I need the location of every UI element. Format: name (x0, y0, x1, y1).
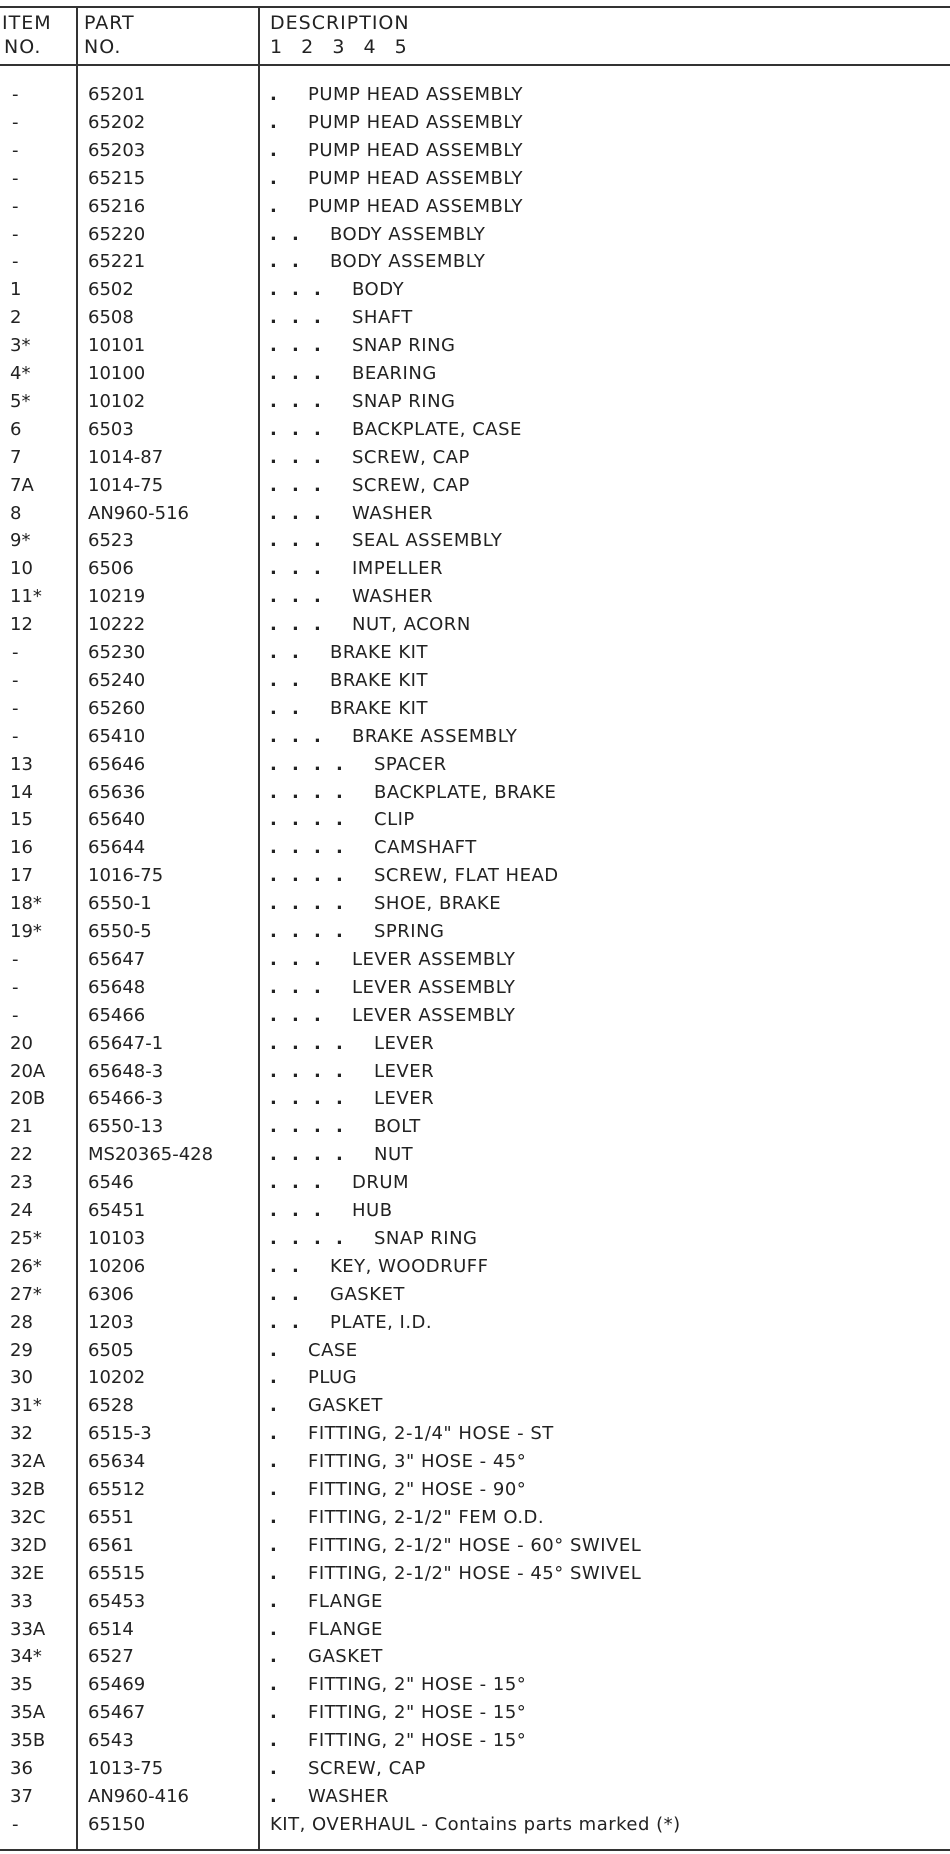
row-description: FITTING, 2" HOSE - 90° (308, 1479, 527, 1500)
row-description: FITTING, 3" HOSE - 45° (308, 1451, 527, 1473)
row-indent-dots: . . . . (270, 1060, 343, 1082)
row-item-no: 32D (10, 1534, 47, 1556)
row-description: SNAP RING (374, 1227, 478, 1249)
row-indent-dots: . . (270, 251, 299, 273)
row-part-no: 65230 (88, 642, 146, 663)
row-indent-dots: . (270, 1395, 277, 1417)
row-item-no: 12 (10, 614, 33, 636)
row-part-no: 10222 (88, 614, 146, 636)
row-description: GASKET (308, 1395, 383, 1417)
row-item-no: 20A (10, 1060, 46, 1082)
row-item-no: 24 (10, 1200, 33, 1221)
row-item-no: 5* (10, 390, 31, 412)
row-description: FLANGE (308, 1590, 383, 1612)
row-description: WASHER (352, 502, 433, 524)
row-item-no: 16 (10, 837, 33, 859)
row-part-no: 1014-87 (88, 446, 164, 468)
row-item-no: 26* (10, 1255, 42, 1277)
row-indent-dots: . . (270, 669, 299, 691)
row-indent-dots: . . . (270, 474, 321, 496)
row-part-no: 6502 (88, 279, 134, 301)
row-part-no: 6546 (88, 1172, 134, 1194)
row-indent-dots: . (270, 1674, 277, 1696)
row-item-no: 33A (10, 1618, 46, 1640)
row-part-no: 65515 (88, 1562, 146, 1584)
row-item-no: - (12, 976, 19, 998)
row-indent-dots: . . . (270, 363, 321, 384)
row-indent-dots: . . . (270, 948, 321, 970)
row-indent-dots: . (270, 195, 277, 217)
row-item-no: 13 (10, 753, 33, 775)
row-part-no: 6505 (88, 1339, 134, 1361)
row-description: BEARING (352, 363, 437, 384)
row-description: PUMP HEAD ASSEMBLY (308, 111, 523, 133)
row-item-no: - (12, 1813, 19, 1835)
row-indent-dots: . . . . (270, 1227, 343, 1249)
row-part-no: 65647 (88, 948, 146, 970)
row-description: BRAKE KIT (330, 697, 428, 719)
row-item-no: - (12, 84, 19, 105)
row-indent-dots: . (270, 1423, 277, 1445)
row-item-no: 22 (10, 1144, 33, 1166)
row-description: PUMP HEAD ASSEMBLY (308, 139, 523, 161)
row-description: CASE (308, 1339, 358, 1361)
row-indent-dots: . . (270, 1311, 299, 1333)
row-part-no: 65150 (88, 1813, 146, 1835)
row-part-no: 65644 (88, 837, 146, 859)
row-indent-dots: . (270, 1785, 277, 1807)
row-part-no: 65240 (88, 669, 146, 691)
row-part-no: 65453 (88, 1590, 146, 1612)
row-part-no: 6515-3 (88, 1423, 152, 1445)
row-description: SCREW, CAP (308, 1758, 426, 1779)
row-description: LEVER (374, 1032, 435, 1054)
row-item-no: 2 (10, 307, 22, 329)
row-description: SHAFT (352, 307, 413, 329)
row-item-no: 36 (10, 1758, 33, 1779)
row-description: PLATE, I.D. (330, 1311, 433, 1333)
row-item-no: 31* (10, 1395, 42, 1417)
row-description: SHOE, BRAKE (374, 893, 502, 915)
row-description: SNAP RING (352, 335, 456, 357)
row-item-no: 29 (10, 1339, 33, 1361)
row-description: FITTING, 2-1/2" HOSE - 45° SWIVEL (308, 1562, 642, 1584)
header-rule (0, 64, 950, 66)
row-item-no: 20B (10, 1088, 46, 1110)
row-description: LEVER ASSEMBLY (352, 976, 516, 998)
row-item-no: 8 (10, 502, 22, 524)
header-description: DESCRIPTION (270, 12, 410, 34)
row-part-no: 6561 (88, 1534, 134, 1556)
row-description: FITTING, 2-1/2" FEM O.D. (308, 1506, 545, 1528)
row-indent-dots: . (270, 1646, 277, 1668)
row-part-no: 10103 (88, 1227, 146, 1249)
row-indent-dots: . (270, 1534, 277, 1556)
row-item-no: - (12, 139, 19, 161)
row-description: CLIP (374, 809, 415, 831)
row-item-no: 18* (10, 893, 42, 915)
row-description: HUB (352, 1200, 393, 1221)
row-indent-dots: . (270, 1451, 277, 1473)
row-part-no: 65634 (88, 1451, 146, 1473)
row-indent-dots: . . (270, 642, 299, 663)
row-item-no: 37 (10, 1785, 33, 1807)
row-indent-dots: . . . . (270, 1032, 343, 1054)
row-part-no: 65466 (88, 1004, 146, 1026)
row-part-no: 10102 (88, 390, 146, 412)
row-part-no: 6306 (88, 1283, 134, 1305)
row-description: KEY, WOODRUFF (330, 1255, 489, 1277)
row-part-no: 6550-1 (88, 893, 152, 915)
row-part-no: 1013-75 (88, 1758, 164, 1779)
row-part-no: 65216 (88, 195, 146, 217)
row-indent-dots: . . . (270, 558, 321, 580)
row-item-no: - (12, 251, 19, 273)
row-description: GASKET (308, 1646, 383, 1668)
row-part-no: 10206 (88, 1255, 146, 1277)
row-part-no: 65648-3 (88, 1060, 164, 1082)
row-item-no: 7A (10, 474, 34, 496)
row-indent-dots: . . . . (270, 1088, 343, 1110)
row-indent-dots: . . . (270, 976, 321, 998)
row-part-no: 6527 (88, 1646, 134, 1668)
row-description: BACKPLATE, BRAKE (374, 781, 557, 803)
row-description: PUMP HEAD ASSEMBLY (308, 167, 523, 189)
row-description: FITTING, 2-1/4" HOSE - ST (308, 1423, 554, 1445)
bottom-rule (0, 1849, 950, 1851)
row-item-no: - (12, 642, 19, 663)
header-part-no: NO. (84, 36, 122, 58)
row-item-no: 7 (10, 446, 22, 468)
row-description: BODY ASSEMBLY (330, 251, 486, 273)
row-part-no: 65512 (88, 1479, 146, 1500)
row-item-no: 34* (10, 1646, 42, 1668)
row-indent-dots: . . . . (270, 837, 343, 859)
row-indent-dots: . (270, 1758, 277, 1779)
row-indent-dots: . . . (270, 307, 321, 329)
row-part-no: 65215 (88, 167, 146, 189)
row-part-no: 6503 (88, 418, 134, 440)
row-indent-dots: . . . (270, 335, 321, 357)
row-indent-dots: . (270, 111, 277, 133)
row-part-no: 6543 (88, 1730, 134, 1752)
row-part-no: 65410 (88, 725, 146, 747)
row-description: FITTING, 2-1/2" HOSE - 60° SWIVEL (308, 1534, 642, 1556)
row-description: NUT (374, 1144, 414, 1166)
header-part: PART (84, 12, 135, 34)
row-indent-dots: . . . . (270, 781, 343, 803)
column-divider-part (258, 6, 260, 1851)
row-indent-dots: . . . (270, 446, 321, 468)
row-indent-dots: . . . . (270, 753, 343, 775)
row-item-no: 35B (10, 1730, 46, 1752)
row-item-no: 3* (10, 335, 31, 357)
row-part-no: 6514 (88, 1618, 134, 1640)
row-indent-dots: . . . (270, 1004, 321, 1026)
row-item-no: 32 (10, 1423, 33, 1445)
row-indent-dots: . . . (270, 418, 321, 440)
row-indent-dots: . . (270, 223, 299, 245)
row-indent-dots: . . . . (270, 1116, 343, 1138)
row-indent-dots: . (270, 1479, 277, 1500)
row-part-no: 10219 (88, 586, 146, 608)
row-part-no: 65648 (88, 976, 146, 998)
row-indent-dots: . . . . (270, 809, 343, 831)
row-item-no: 32C (10, 1506, 46, 1528)
top-rule (0, 6, 950, 8)
row-indent-dots: . . . (270, 279, 321, 301)
row-item-no: - (12, 669, 19, 691)
row-item-no: 32E (10, 1562, 45, 1584)
row-part-no: 6523 (88, 530, 134, 552)
row-part-no: 65202 (88, 111, 146, 133)
row-part-no: AN960-416 (88, 1785, 189, 1807)
row-indent-dots: . (270, 1702, 277, 1724)
row-description: FITTING, 2" HOSE - 15° (308, 1730, 527, 1752)
row-description: LEVER (374, 1088, 435, 1110)
row-part-no: 65451 (88, 1200, 146, 1221)
row-part-no: 6506 (88, 558, 134, 580)
row-item-no: 11* (10, 586, 42, 608)
row-part-no: 65640 (88, 809, 146, 831)
row-description: BOLT (374, 1116, 421, 1138)
row-item-no: 9* (10, 530, 31, 552)
row-description: NUT, ACORN (352, 614, 471, 636)
row-indent-dots: . . . . (270, 865, 343, 887)
row-description: BODY ASSEMBLY (330, 223, 486, 245)
header-item: ITEM (2, 12, 52, 34)
row-indent-dots: . . . . (270, 893, 343, 915)
row-item-no: 32B (10, 1479, 46, 1500)
row-indent-dots: . (270, 1506, 277, 1528)
row-part-no: AN960-516 (88, 502, 189, 524)
row-part-no: 65647-1 (88, 1032, 164, 1054)
row-item-no: 15 (10, 809, 33, 831)
row-description: BRAKE ASSEMBLY (352, 725, 518, 747)
row-description: SNAP RING (352, 390, 456, 412)
row-indent-dots: . . . (270, 1200, 321, 1221)
row-item-no: 6 (10, 418, 22, 440)
row-part-no: 65636 (88, 781, 146, 803)
row-indent-dots: . . . (270, 586, 321, 608)
row-description: LEVER ASSEMBLY (352, 1004, 516, 1026)
row-part-no: 1016-75 (88, 865, 164, 887)
row-item-no: 30 (10, 1367, 33, 1389)
row-indent-dots: . (270, 1590, 277, 1612)
row-item-no: 19* (10, 921, 42, 942)
row-item-no: - (12, 111, 19, 133)
row-description: LEVER (374, 1060, 435, 1082)
row-description: BACKPLATE, CASE (352, 418, 522, 440)
row-item-no: 27* (10, 1283, 42, 1305)
row-description: FITTING, 2" HOSE - 15° (308, 1702, 527, 1724)
row-description: FLANGE (308, 1618, 383, 1640)
row-item-no: 14 (10, 781, 33, 803)
row-item-no: 35 (10, 1674, 33, 1696)
row-indent-dots: . . . (270, 530, 321, 552)
row-item-no: 17 (10, 865, 33, 887)
row-indent-dots: . . (270, 1255, 299, 1277)
row-part-no: 1203 (88, 1311, 134, 1333)
row-indent-dots: . (270, 1730, 277, 1752)
row-part-no: 6508 (88, 307, 134, 329)
row-indent-dots: . (270, 1562, 277, 1584)
row-description: DRUM (352, 1172, 410, 1194)
row-indent-dots: . (270, 139, 277, 161)
header-item-no: NO. (4, 36, 42, 58)
row-item-no: 21 (10, 1116, 33, 1138)
row-description: KIT, OVERHAUL - Contains parts marked (*) (270, 1813, 681, 1835)
row-part-no: 65221 (88, 251, 146, 273)
row-indent-dots: . (270, 1339, 277, 1361)
row-part-no: 6550-13 (88, 1116, 164, 1138)
row-item-no: 33 (10, 1590, 33, 1612)
row-part-no: 10202 (88, 1367, 146, 1389)
row-indent-dots: . . . . (270, 921, 343, 942)
row-description: IMPELLER (352, 558, 444, 580)
row-description: PUMP HEAD ASSEMBLY (308, 84, 523, 105)
row-item-no: 23 (10, 1172, 33, 1194)
row-description: SCREW, FLAT HEAD (374, 865, 559, 887)
row-part-no: 1014-75 (88, 474, 164, 496)
row-indent-dots: . (270, 84, 277, 105)
row-description: SCREW, CAP (352, 474, 470, 496)
row-description: SPRING (374, 921, 445, 942)
row-part-no: 65469 (88, 1674, 146, 1696)
row-description: CAMSHAFT (374, 837, 477, 859)
row-indent-dots: . (270, 1367, 277, 1389)
row-description: PUMP HEAD ASSEMBLY (308, 195, 523, 217)
row-item-no: 4* (10, 363, 31, 384)
row-indent-dots: . . . (270, 725, 321, 747)
row-description: WASHER (308, 1785, 389, 1807)
row-part-no: 10100 (88, 363, 146, 384)
row-item-no: 1 (10, 279, 22, 301)
row-item-no: 32A (10, 1451, 46, 1473)
row-item-no: 28 (10, 1311, 33, 1333)
row-part-no: 65260 (88, 697, 146, 719)
row-item-no: - (12, 697, 19, 719)
row-item-no: - (12, 948, 19, 970)
row-description: BRAKE KIT (330, 669, 428, 691)
row-part-no: 65467 (88, 1702, 146, 1724)
row-item-no: - (12, 167, 19, 189)
row-item-no: 35A (10, 1702, 46, 1724)
row-description: SCREW, CAP (352, 446, 470, 468)
row-part-no: MS20365-428 (88, 1144, 214, 1166)
row-part-no: 65466-3 (88, 1088, 164, 1110)
row-description: GASKET (330, 1283, 405, 1305)
row-description: BODY (352, 279, 405, 301)
row-part-no: 6551 (88, 1506, 134, 1528)
row-item-no: 25* (10, 1227, 42, 1249)
row-description: WASHER (352, 586, 433, 608)
row-part-no: 6528 (88, 1395, 134, 1417)
row-item-no: - (12, 725, 19, 747)
row-part-no: 10101 (88, 335, 146, 357)
header-indent-levels: 1 2 3 4 5 (270, 36, 408, 58)
row-item-no: 20 (10, 1032, 33, 1054)
row-indent-dots: . . (270, 697, 299, 719)
row-description: LEVER ASSEMBLY (352, 948, 516, 970)
row-item-no: - (12, 195, 19, 217)
row-indent-dots: . . . . (270, 1144, 343, 1166)
row-part-no: 6550-5 (88, 921, 152, 942)
row-item-no: - (12, 1004, 19, 1026)
row-item-no: - (12, 223, 19, 245)
row-indent-dots: . . . (270, 502, 321, 524)
row-part-no: 65646 (88, 753, 146, 775)
row-part-no: 65220 (88, 223, 146, 245)
row-indent-dots: . . (270, 1283, 299, 1305)
row-indent-dots: . (270, 167, 277, 189)
row-item-no: 10 (10, 558, 33, 580)
row-part-no: 65203 (88, 139, 146, 161)
row-description: SEAL ASSEMBLY (352, 530, 503, 552)
row-description: BRAKE KIT (330, 642, 428, 663)
row-part-no: 65201 (88, 84, 146, 105)
row-indent-dots: . . . (270, 614, 321, 636)
row-indent-dots: . (270, 1618, 277, 1640)
row-indent-dots: . . . (270, 1172, 321, 1194)
row-description: SPACER (374, 753, 447, 775)
row-description: PLUG (308, 1367, 358, 1389)
row-description: FITTING, 2" HOSE - 15° (308, 1674, 527, 1696)
column-divider-item (76, 6, 78, 1851)
row-indent-dots: . . . (270, 390, 321, 412)
